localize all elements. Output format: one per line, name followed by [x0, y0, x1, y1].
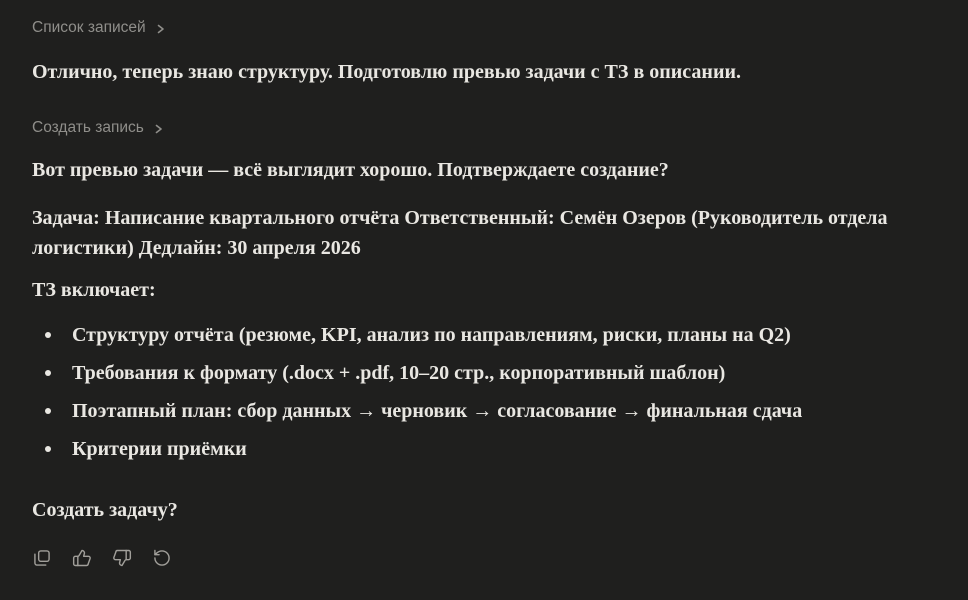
task-summary-text: Задача: Написание квартального отчёта Ответственный: Семён Озеров (Руководитель отдела логистики) Дедлайн: 30 апреля 2026: [32, 207, 888, 259]
thumbs-up-button[interactable]: [72, 548, 92, 568]
thumbs-down-button[interactable]: [112, 548, 132, 568]
list-item: Поэтапный план: сбор данных → черновик → согласование → финальная сдача: [32, 399, 877, 423]
tool-call-chip-list-records[interactable]: [32, 18, 166, 38]
assistant-message-preview-heading: Вот превью задачи — всё выглядит хорошо. Подтверждаете создание?: [32, 159, 669, 181]
retry-button[interactable]: [152, 548, 172, 568]
assistant-message-intro: Отлично, теперь знаю структуру. Подготовлю превью задачи с ТЗ в описании.: [32, 61, 741, 83]
spec-intro-text: ТЗ включает:: [32, 279, 156, 301]
chevron-right-icon: [155, 22, 166, 35]
tool-call-chip-create-record[interactable]: [32, 118, 164, 138]
copy-icon: [32, 548, 52, 568]
thumbs-up-icon: [72, 548, 92, 568]
list-item: Структуру отчёта (резюме, KPI, анализ по направлениям, риски, планы на Q2): [32, 323, 877, 347]
confirm-question-text: Создать задачу?: [32, 499, 178, 521]
tool-call-chip-label: Создать запись: [32, 119, 144, 136]
list-item: Критерии приёмки: [32, 437, 877, 461]
copy-button[interactable]: [32, 548, 52, 568]
thumbs-down-icon: [112, 548, 132, 568]
chevron-right-icon: [153, 122, 164, 135]
message-action-bar: [32, 548, 936, 568]
spec-bullet-list: [32, 323, 936, 461]
tool-call-chip-label: Список записей: [32, 19, 146, 36]
retry-icon: [152, 548, 172, 568]
list-item: Требования к формату (.docx + .pdf, 10–20 стр., корпоративный шаблон): [32, 361, 877, 385]
